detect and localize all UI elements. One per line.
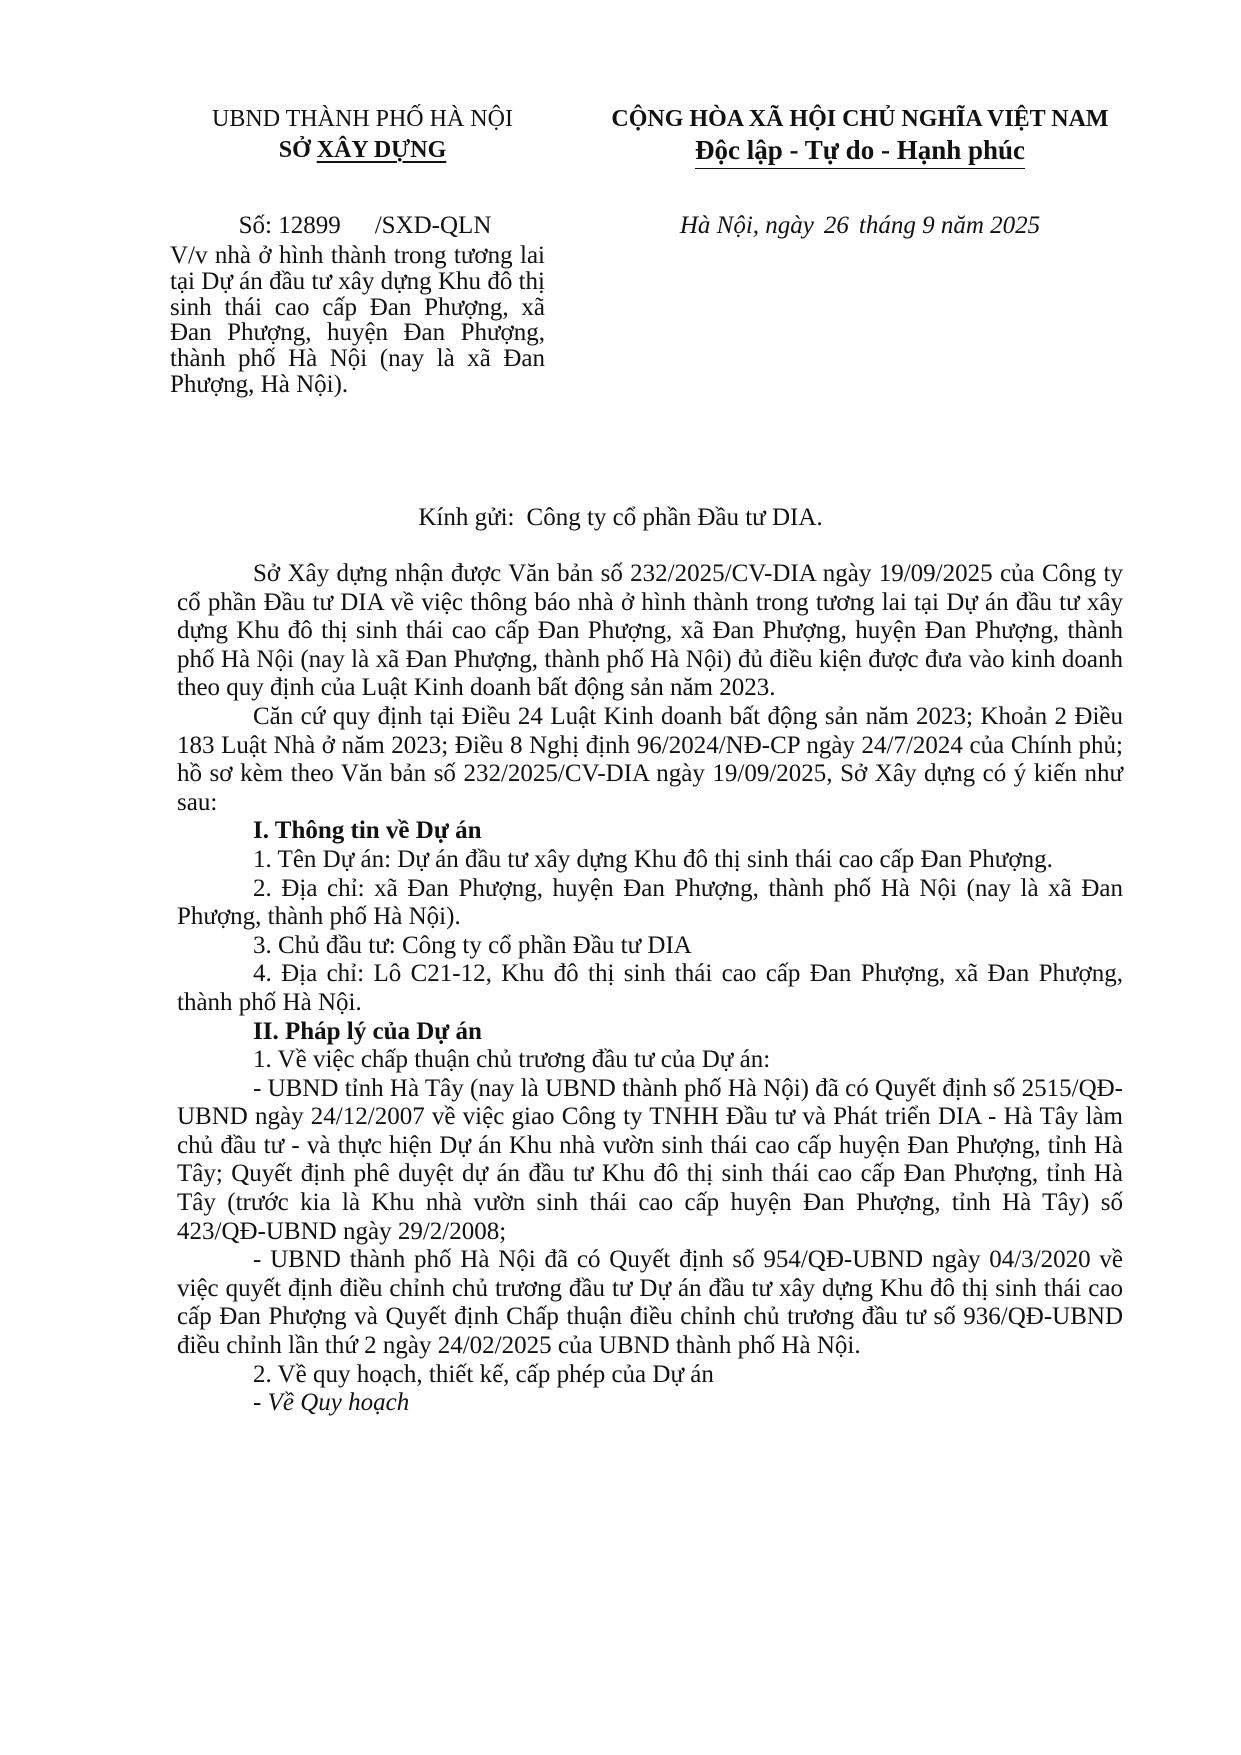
project-address: 2. Địa chỉ: xã Đan Phượng, huyện Đan Phượng, thành phố Hà Nội (nay là xã Đan Phượng, thành phố Hà Nội). <box>177 874 1123 931</box>
approval-item-ha-noi: - UBND thành phố Hà Nội đã có Quyết định số 954/QĐ-UBND ngày 04/3/2020 về việc quyết định điều chỉnh chủ trương đầu tư Dự án đầu tư xây dựng Khu đô thị sinh thái cao cấp Đan Phượng và Quyết định Chấp thuận điều chỉnh chủ trương đầu tư số 936/QĐ-UBND điều chỉnh lần thứ 2 ngày 24/02/2025 của UBND thành phố Hà Nội. <box>177 1246 1123 1360</box>
project-name: 1. Tên Dự án: Dự án đầu tư xây dựng Khu đô thị sinh thái cao cấp Đan Phượng. <box>253 845 1053 873</box>
parent-agency: UBND THÀNH PHỐ HÀ NỘI <box>212 106 513 132</box>
issuing-agency-block <box>150 104 575 166</box>
recipient-label: Kính gửi: <box>418 504 515 531</box>
planning-subheading: - Về Quy hoạch <box>253 1389 410 1417</box>
nation-title: CỘNG HÒA XÃ HỘI CHỦ NGHĨA VIỆT NAM <box>611 106 1109 132</box>
number-suffix: /SXD-QLN <box>374 212 492 239</box>
subject-line: V/v nhà ở hình thành trong tương lai tại Dự án đầu tư xây dựng Khu đô thị sinh thái cao cấp Đan Phượng, xã Đan Phượng, huyện Đan Phượng, thành phố Hà Nội (nay là xã Đan Phượng, Hà Nội). <box>170 242 545 398</box>
agency-prefix: SỞ <box>278 137 317 163</box>
paragraph-basis: Căn cứ quy định tại Điều 24 Luật Kinh doanh bất động sản năm 2023; Khoản 2 Điều 183 Luật Nhà ở năm 2023; Điều 8 Nghị định 96/2024/NĐ-CP ngày 24/7/2024 của Chính phủ; hồ sơ kèm theo Văn bản số 232/2025/CV-DIA ngày 19/09/2025, Sở Xây dựng có ý kiến như sau: <box>177 702 1123 816</box>
date-day: 26 <box>823 212 849 239</box>
recipient-line <box>0 503 1241 533</box>
project-investor: 3. Chủ đầu tư: Công ty cổ phần Đầu tư DIA <box>253 931 692 959</box>
date-line <box>585 212 1135 240</box>
investment-approval-heading: 1. Về việc chấp thuận chủ trương đầu tư của Dự án: <box>253 1046 771 1074</box>
national-motto: Độc lập - Tự do - Hạnh phúc <box>695 135 1025 169</box>
section-heading-legal: II. Pháp lý của Dự án <box>253 1017 482 1045</box>
document-body <box>177 560 1123 1418</box>
document-number <box>160 212 570 240</box>
approval-item-ha-tay: - UBND tỉnh Hà Tây (nay là UBND thành phố Hà Nội) đã có Quyết định số 2515/QĐ-UBND ngày 24/12/2007 về việc giao Công ty TNHH Đầu tư và Phát triển DIA - Hà Tây làm chủ đầu tư - và thực hiện Dự án Khu nhà vườn sinh thái cao cấp huyện Đan Phượng, tỉnh Hà Tây; Quyết định phê duyệt dự án đầu tư Khu đô thị sinh thái cao cấp Đan Phượng, tỉnh Hà Tây (trước kia là Khu nhà vườn sinh thái cao cấp huyện Đan Phượng, tỉnh Hà Tây) số 423/QĐ-UBND ngày 29/2/2008; <box>177 1074 1123 1245</box>
recipient-name: Công ty cổ phần Đầu tư DIA. <box>526 504 823 531</box>
section-heading-project-info: I. Thông tin về Dự án <box>253 817 482 845</box>
issuing-agency <box>150 135 575 166</box>
date-month-year: tháng 9 năm 2025 <box>858 212 1041 239</box>
paragraph-intro: Sở Xây dựng nhận được Văn bản số 232/2025/CV-DIA ngày 19/09/2025 của Công ty cổ phần Đầu tư DIA về việc thông báo nhà ở hình thành trong tương lai tại Dự án đầu tư xây dựng Khu đô thị sinh thái cao cấp Đan Phượng, xã Đan Phượng, huyện Đan Phượng, thành phố Hà Nội (nay là xã Đan Phượng, thành phố Hà Nội) đủ điều kiện được đưa vào kinh doanh theo quy định của Luật Kinh doanh bất động sản năm 2023. <box>177 560 1123 702</box>
number-label: Số: 12899 <box>238 212 341 239</box>
national-heading <box>585 104 1135 169</box>
investor-address: 4. Địa chỉ: Lô C21-12, Khu đô thị sinh thái cao cấp Đan Phượng, xã Đan Phượng, thành phố Hà Nội. <box>177 960 1123 1016</box>
agency-underlined: XÂY DỰNG <box>316 137 447 163</box>
planning-heading: 2. Về quy hoạch, thiết kế, cấp phép của Dự án <box>253 1360 714 1388</box>
date-place: Hà Nội, ngày <box>679 212 814 239</box>
